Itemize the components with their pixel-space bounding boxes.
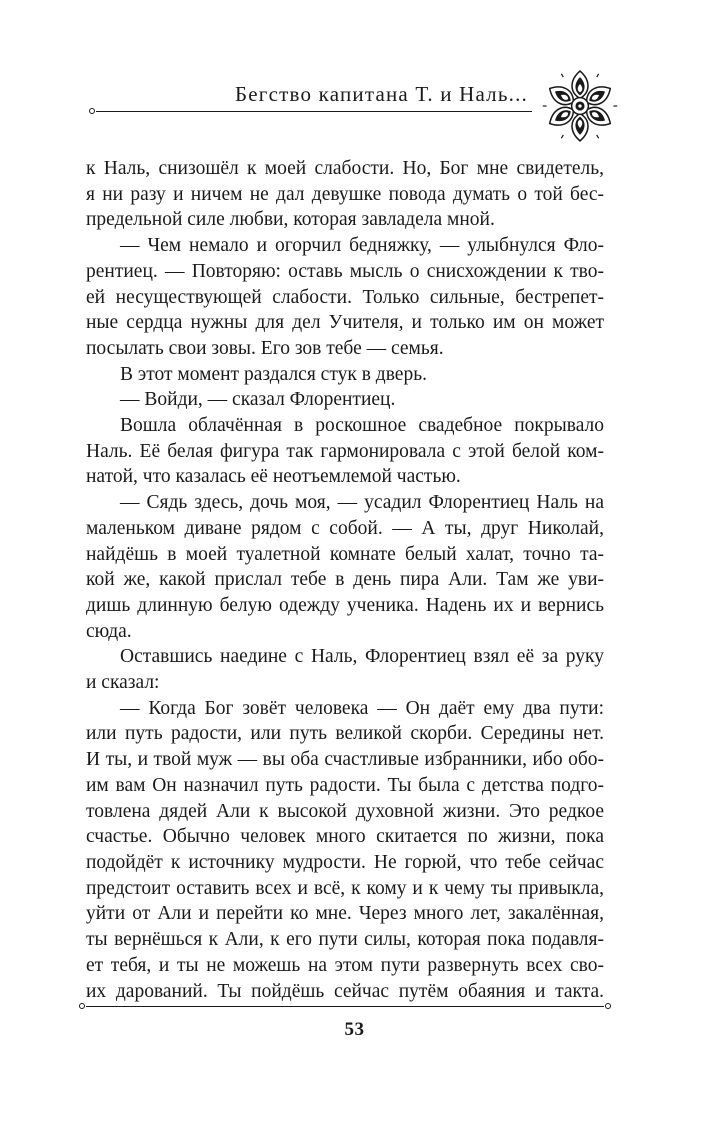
- text-line: товлена дядей Али к высокой духовной жизни. Это редкое: [86, 800, 604, 822]
- text-line: найдёшь в моей туалетной комнате белый халат, точно та-: [86, 543, 604, 565]
- text-line: натой, что казалась её неотъемлемой частью.: [86, 466, 461, 488]
- rule-end-dot: [89, 108, 95, 114]
- text-line: счастье. Обычно человек много скитается по жизни, пока: [86, 826, 604, 848]
- text-line: я ни разу и ничем не дал девушке повода думать о той бес-: [86, 183, 604, 205]
- text-line: ные сердца нужны для дел Учителя, и только им он может: [86, 312, 604, 334]
- text-line: кой же, какой прислал тебе в день пира Али. Там же уви-: [86, 569, 604, 591]
- text-line: маленьком диване рядом с собой. — А ты, друг Николай,: [86, 517, 604, 539]
- text-line: к Наль, снизошёл к моей слабости. Но, Бог мне свидетель,: [86, 158, 604, 179]
- text-line: и сказал:: [86, 672, 160, 694]
- text-line: — Войди, — сказал Флорентиец.: [120, 389, 396, 411]
- mandala-ornament-icon: [542, 68, 618, 144]
- text-line: или путь радости, или путь великой скорби. Середины нет.: [86, 723, 604, 745]
- text-line: рентиец. — Повторяю: оставь мысль о снисхождении к тво-: [86, 260, 604, 282]
- running-title: Бегство капитана Т. и Наль...: [235, 82, 528, 106]
- text-line: И ты, и твой муж — вы оба счастливые избранники, ибо обо-: [86, 749, 604, 771]
- running-header: [86, 78, 618, 122]
- text-line: ет тебя, и ты не можешь на этом пути развернуть всех сво-: [86, 954, 604, 976]
- text-line: уйти от Али и перейти ко мне. Через много лет, закалённая,: [86, 903, 604, 925]
- text-line: предстоит оставить всех и всё, к кому и к чему ты привыкла,: [86, 877, 604, 899]
- page-number: 53: [344, 1019, 365, 1040]
- text-line: посылать свои зовы. Его зов тебе — семья.: [86, 337, 444, 359]
- text-line: Вошла облачённая в роскошное свадебное покрывало: [120, 415, 604, 437]
- text-line: — Сядь здесь, дочь моя, — усадил Флорентиец Наль на: [120, 492, 604, 514]
- text-line: им вам Он назначил путь радости. Ты была с детства подго-: [86, 774, 604, 796]
- body-text: [86, 156, 604, 1004]
- text-line: ей несуществующей слабости. Только сильные, бестрепет-: [86, 286, 604, 308]
- footer-rule: [86, 1006, 604, 1007]
- text-line: — Когда Бог зовёт человека — Он даёт ему два пути:: [120, 697, 604, 719]
- text-line: Наль. Её белая фигура так гармонировала с этой белой ком-: [86, 440, 604, 462]
- text-line: дишь длинную белую одежду ученика. Надень их и вернись: [86, 594, 604, 616]
- text-line: ты вернёшься к Али, к его пути силы, которая пока подавля-: [86, 929, 604, 951]
- header-rule: [96, 111, 532, 112]
- rule-end-dot: [79, 1003, 85, 1009]
- text-line: подойдёт к источнику мудрости. Не горюй, что тебе сейчас: [86, 851, 604, 873]
- text-line: Оставшись наедине с Наль, Флорентиец взял её за руку: [120, 646, 604, 668]
- text-line: сюда.: [86, 620, 132, 642]
- text-line: их дарований. Ты пойдёшь сейчас путём обаяния и такта.: [86, 980, 604, 1002]
- text-line: — Чем немало и огорчил бедняжку, — улыбнулся Фло-: [120, 235, 604, 257]
- text-line: В этот момент раздался стук в дверь.: [120, 363, 427, 385]
- rule-end-dot: [605, 1003, 611, 1009]
- text-line: предельной силе любви, которая завладела мной.: [86, 209, 495, 231]
